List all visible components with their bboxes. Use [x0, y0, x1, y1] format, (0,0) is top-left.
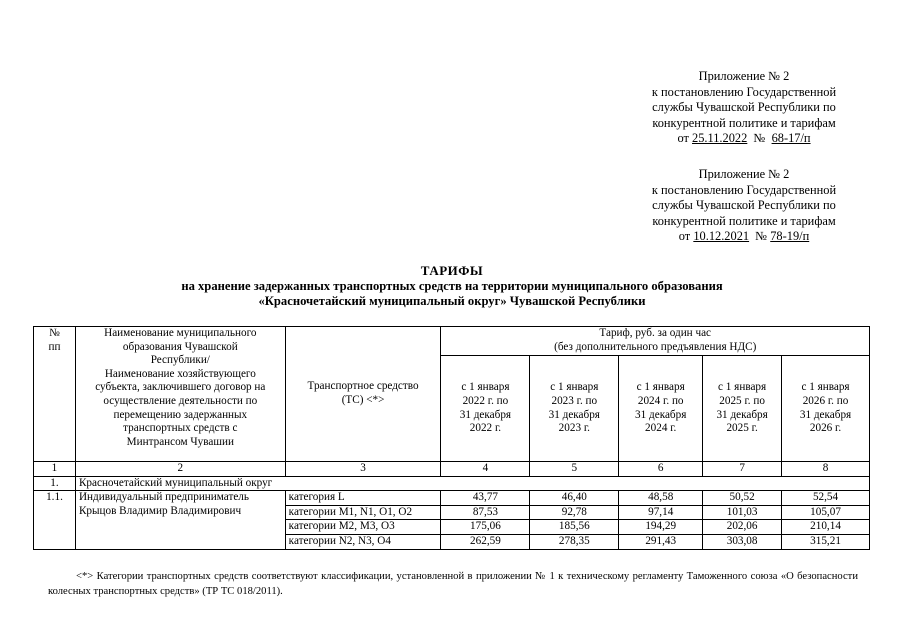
tariff-value: 87,53	[441, 505, 530, 520]
column-number: 1	[34, 462, 76, 477]
section-num: 1.	[34, 476, 76, 491]
column-number: 8	[782, 462, 870, 477]
header-period: с 1 января 2025 г. по 31 декабря 2025 г.	[703, 356, 782, 462]
tariff-value: 202,06	[703, 520, 782, 535]
tariff-value: 97,14	[619, 505, 703, 520]
header-period: с 1 января 2022 г. по 31 декабря 2022 г.	[441, 356, 530, 462]
tariff-value: 291,43	[619, 534, 703, 549]
column-number: 7	[703, 462, 782, 477]
appendix-line: службы Чувашской Республики по	[652, 100, 836, 114]
column-number: 6	[619, 462, 703, 477]
header-tariff: Тариф, руб. за один час (без дополнительного предъявления НДС)	[441, 327, 870, 356]
column-number: 2	[75, 462, 285, 477]
column-number: 5	[530, 462, 619, 477]
column-number: 4	[441, 462, 530, 477]
column-number-row	[34, 462, 870, 477]
vehicle-category: категория L	[285, 491, 441, 506]
appendix-line: конкурентной политике и тарифам	[652, 213, 836, 228]
vehicle-category: категории M1, N1, O1, O2	[285, 505, 441, 520]
appendix-number: 68-17/п	[771, 131, 811, 145]
tariff-value: 101,03	[703, 505, 782, 520]
appendix-number: 78-19/п	[770, 229, 810, 243]
appendix-date-line: от 10.12.2021 № 78-19/п	[678, 229, 810, 243]
tariff-table	[33, 326, 870, 550]
tariff-value: 185,56	[530, 520, 619, 535]
tariff-value: 278,35	[530, 534, 619, 549]
tariff-value: 105,07	[782, 505, 870, 520]
tariff-value: 46,40	[530, 491, 619, 506]
appendix-date: 10.12.2021	[693, 229, 750, 243]
appendix-line: конкурентной политике и тарифам	[652, 115, 836, 130]
tariff-value: 92,78	[530, 505, 619, 520]
appendix-line: службы Чувашской Республики по	[652, 198, 836, 212]
tariff-value: 262,59	[441, 534, 530, 549]
appendix-line: к постановлению Государственной	[651, 182, 837, 197]
tariff-value: 175,06	[441, 520, 530, 535]
vehicle-category: категории M2, M3, O3	[285, 520, 441, 535]
title-subtitle: «Красночетайский муниципальный округ» Чувашской Республики	[258, 294, 646, 308]
title-heading: ТАРИФЫ	[420, 263, 484, 278]
appendix-previous	[624, 167, 864, 245]
table-row	[34, 491, 870, 506]
appendix-date: 25.11.2022	[692, 131, 748, 145]
header-num: № пп	[34, 327, 76, 462]
vehicle-category: категории N2, N3, O4	[285, 534, 441, 549]
appendix-title: Приложение № 2	[698, 167, 790, 181]
header-period: с 1 января 2023 г. по 31 декабря 2023 г.	[530, 356, 619, 462]
appendix-date-line: от 25.11.2022 № 68-17/п	[677, 131, 811, 145]
tariff-value: 303,08	[703, 534, 782, 549]
column-number: 3	[285, 462, 441, 477]
tariff-value: 210,14	[782, 520, 870, 535]
appendix-title: Приложение № 2	[698, 69, 790, 83]
appendix-current	[624, 69, 864, 147]
tariff-value: 315,21	[782, 534, 870, 549]
appendix-line: к постановлению Государственной	[651, 84, 837, 99]
tariff-value: 48,58	[619, 491, 703, 506]
header-organization: Наименование муниципального образования Чувашской Республики/ Наименование хозяйствующего субъекта, заключившего договор на осуществление деятельности по перемещению задержанных транспортных средств с Минтрансом Чувашии	[75, 327, 285, 462]
footnote-text: <*> Категории транспортных средств соответствуют классификации, установленной в приложении № 1 к техническому регламенту Таможенного союза «О безопасности колесных транспортных средств» (ТР ТС 018/2011).	[48, 571, 858, 597]
footnote	[48, 570, 858, 599]
header-vehicle: Транспортное средство (ТС) <*>	[285, 327, 441, 462]
entity-num: 1.1.	[34, 491, 76, 549]
document-title	[0, 263, 904, 310]
section-name: Красночетайский муниципальный округ	[75, 476, 869, 491]
tariff-value: 52,54	[782, 491, 870, 506]
header-period: с 1 января 2024 г. по 31 декабря 2024 г.	[619, 356, 703, 462]
title-subtitle: на хранение задержанных транспортных средств на территории муниципального образования	[181, 278, 723, 293]
header-period: с 1 января 2026 г. по 31 декабря 2026 г.	[782, 356, 870, 462]
tariff-value: 50,52	[703, 491, 782, 506]
tariff-value: 194,29	[619, 520, 703, 535]
entity-name: Индивидуальный предприниматель Крыцов Владимир Владимирович	[75, 491, 285, 549]
section-row	[34, 476, 870, 491]
tariff-value: 43,77	[441, 491, 530, 506]
